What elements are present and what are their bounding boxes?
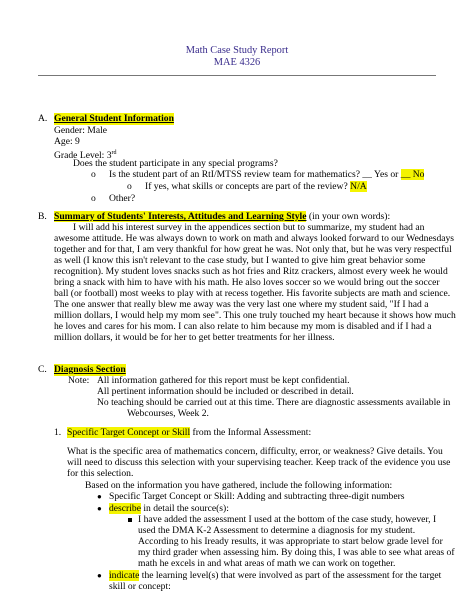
indicate-rest: the learning level(s) that were involved as part of the assessment for the target [139, 570, 442, 581]
rti-no-answer: __ No [400, 169, 425, 180]
age-line: Age: 9 [54, 136, 80, 147]
section-c-letter: C. [38, 364, 47, 375]
skills-question [145, 181, 367, 193]
bullet-dot-2: ● [97, 504, 102, 513]
summary-line: recognition). My student loves snacks such as hot fries and Ritz crackers, almost every week he would [54, 266, 448, 277]
bullet-o-1: o [91, 169, 96, 180]
special-programs-question: Does the student participate in any special programs? [73, 158, 278, 169]
question-line: What is the specific area of mathematics concern, difficulty, error, or weakness? Give details. You [67, 446, 443, 457]
item-1-number: 1. [54, 427, 62, 438]
note-line: All information gathered for this report must be kept confidential. [97, 375, 350, 386]
summary-line: bring a snack with him to have with his math. He also loves soccer so we would bring out the soccer [54, 277, 440, 288]
bullet-o-3: o [91, 193, 96, 204]
summary-line: I will add his interest survey in the appendices section but to summarize, my student had an [73, 222, 425, 233]
square-bullet [128, 518, 132, 522]
section-b-heading-suffix: (in your own words): [306, 211, 391, 222]
rti-question-text: Is the student part of an RtI/MTSS review team for mathematics? __ Yes or [109, 169, 399, 180]
other-line: Other? [109, 193, 136, 204]
source-line: I have added the assessment I used at the bottom of the case study, however, I [138, 514, 437, 525]
section-a-letter: A. [38, 113, 48, 124]
source-line: used the DMA K-2 Assessment to determine a diagnosis for my student. [138, 525, 416, 536]
section-b-heading: Summary of Students' Interests, Attitudes and Learning Style [54, 211, 307, 222]
rti-question [109, 169, 424, 181]
indicate-line-2: skill or concept: [109, 581, 171, 592]
question-line: will need to discuss this selection with your supervising teacher. Keep track of the evidence you use [67, 457, 451, 468]
note-label: Note: [68, 375, 90, 386]
target-skill-line: Specific Target Concept or Skill: Adding and subtracting three-digit numbers [109, 491, 405, 502]
summary-line: million dollars, I would help my mom see". This one truly touched my heart because it shows how much [54, 310, 456, 321]
summary-line: as well (I know this isn't relevant to the case study, but I wanted to give him great behavior some [54, 255, 426, 266]
grade-text: Grade Level: 3 [54, 150, 112, 162]
note-line: Webcourses, Week 2. [127, 408, 209, 419]
item-1-line [67, 427, 311, 439]
indicate-highlight: indicate [109, 570, 140, 581]
summary-line: million dollars, it would be for her to get better treatments for her illness. [54, 332, 335, 343]
source-line: my third grader when assessing him. By doing this, I was able to see what areas of [138, 547, 455, 558]
describe-highlight: describe [109, 503, 141, 514]
summary-line: he loves and cares for his mom. I can also relate to him because my mom is disabled and if I had a [54, 321, 432, 332]
item-1-highlight: Specific Target Concept or Skill [67, 427, 191, 438]
section-a-heading: General Student Information [54, 113, 174, 124]
question-line: for this selection. [67, 468, 134, 479]
note-line: No teaching should be carried out at this time. There are diagnostic assessments available in [97, 397, 451, 408]
summary-line: The one answer that really blew me away was the very last one where my student said, "If I had a [54, 299, 429, 310]
skills-na-answer: N/A [350, 181, 367, 192]
item-1-rest: from the Informal Assessment: [190, 427, 312, 438]
source-line: According to his Iready results, it was appropriate to start below grade level for [138, 536, 443, 547]
summary-line: awesome attitude. He was always down to work on math and always looked forward to our Wednesdays [54, 233, 455, 244]
grade-superscript: rd [111, 150, 117, 156]
gender-line: Gender: Male [54, 125, 108, 136]
report-title: Math Case Study Report [185, 45, 289, 56]
summary-line: ball (or football) most weeks to play with at recess together. His favorite subjects are math and science. [54, 288, 451, 299]
course-code: MAE 4326 [213, 57, 261, 68]
section-b-letter: B. [38, 211, 47, 222]
based-on-line: Based on the information you have gathered, include the following information: [85, 480, 393, 491]
note-line: All pertinent information should be included or described in detail. [97, 386, 354, 397]
summary-line: together and for that, I am very thankful for how great he was. Not only that, but he was very respectful [54, 244, 452, 255]
skills-question-text: If yes, what skills or concepts are part of the review? [145, 181, 348, 192]
bullet-dot-3: ● [97, 571, 102, 580]
source-line: math he excels in and what areas of math we can work on together. [138, 558, 396, 569]
describe-rest: in detail the source(s): [140, 503, 229, 514]
section-c-heading: Diagnosis Section [54, 364, 126, 375]
bullet-o-2: o [127, 181, 132, 192]
bullet-dot-1: ● [97, 492, 102, 501]
header-rule [38, 75, 436, 76]
